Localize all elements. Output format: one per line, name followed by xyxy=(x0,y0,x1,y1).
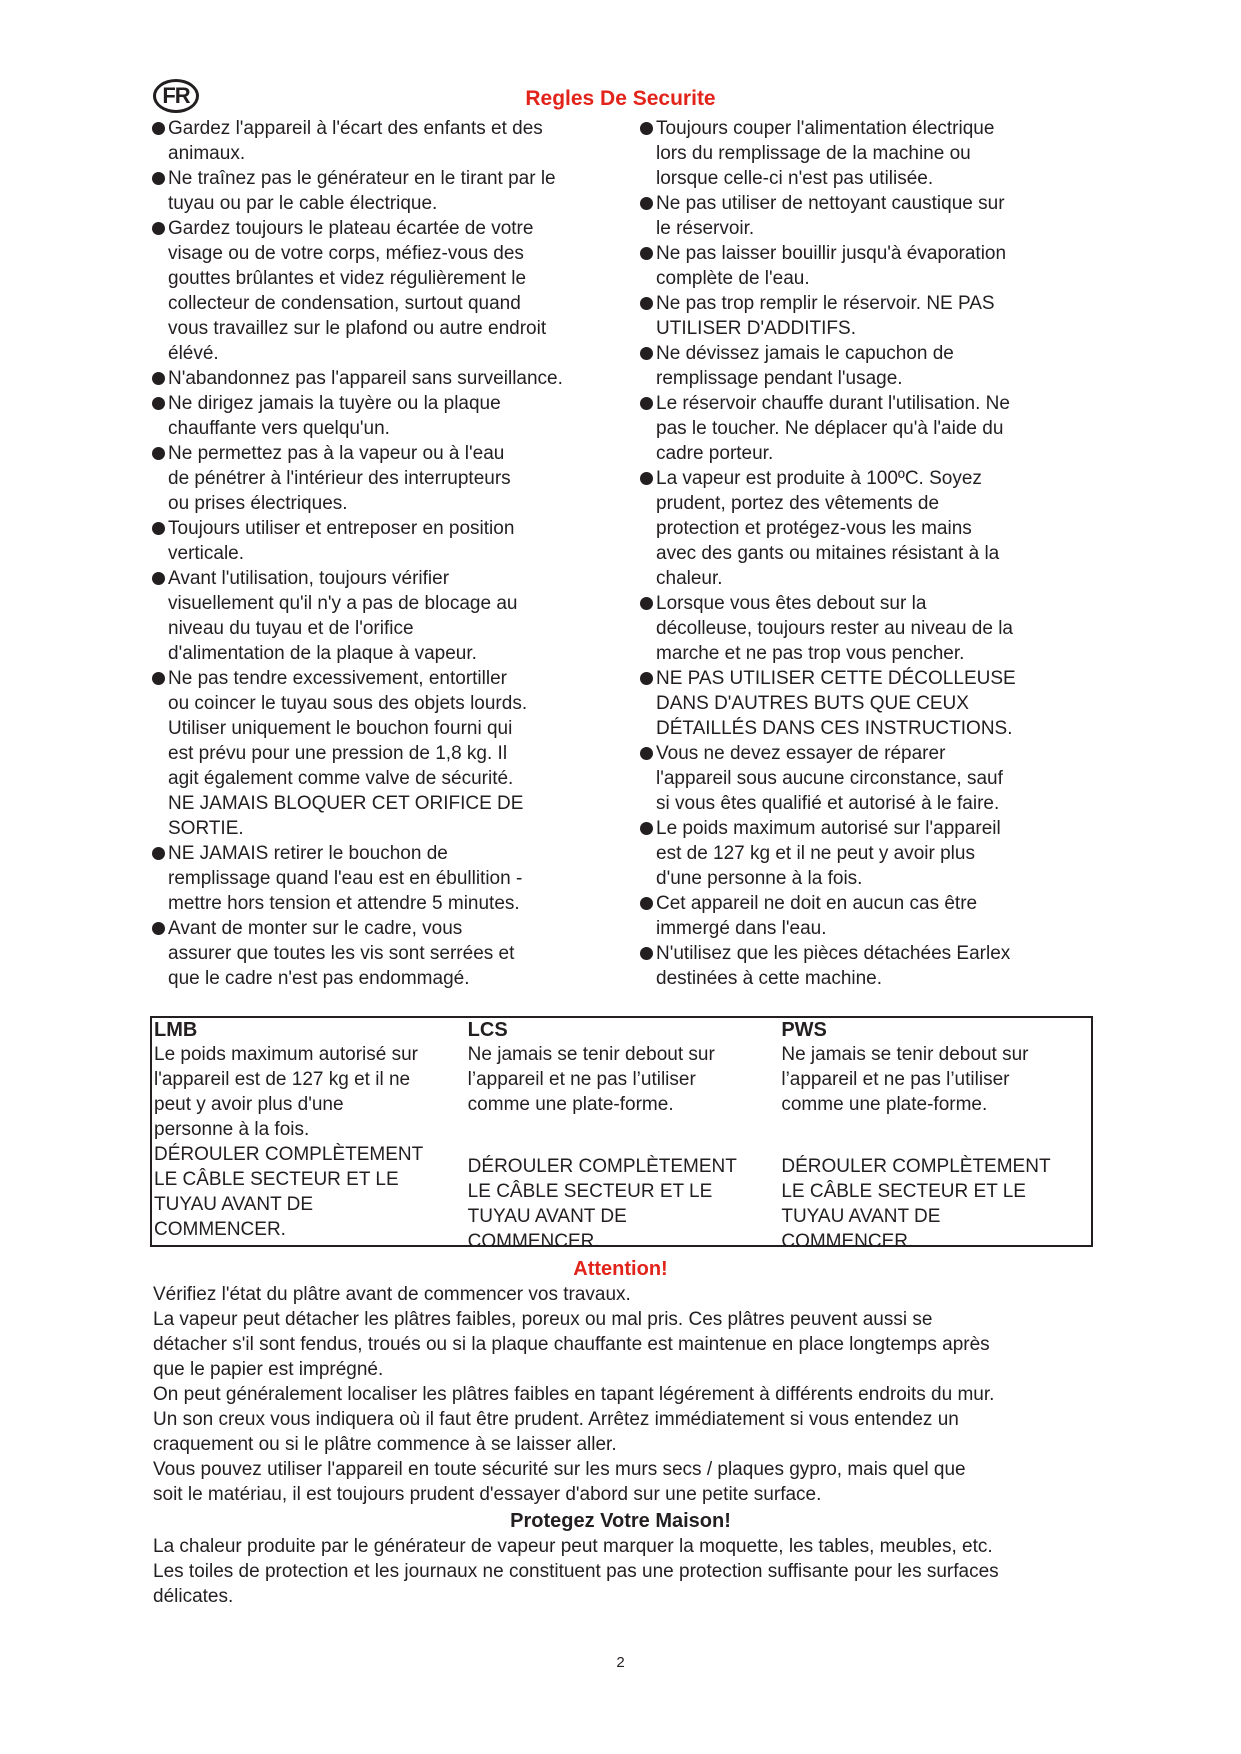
bullet-icon xyxy=(640,297,653,310)
bullet-icon xyxy=(152,672,165,685)
list-item: Avant l'utilisation, toujours vérifier visuellement qu'il n'y a pas de blocage au niveau du tuyau et de l'orifice d'alimentation de la plaque à vapeur. xyxy=(150,566,620,666)
list-item: Ne pas laisser bouillir jusqu'à évaporation complète de l'eau. xyxy=(638,241,1078,291)
list-item: Le réservoir chauffe durant l'utilisation. Ne pas le toucher. Ne déplacer qu'à l'aide du cadre porteur. xyxy=(638,391,1078,466)
list-item: Le poids maximum autorisé sur l'appareil est de 127 kg et il ne peut y avoir plus d'une personne à la fois. xyxy=(638,816,1078,891)
bullet-icon xyxy=(640,197,653,210)
list-item: Ne pas tendre excessivement, entortiller ou coincer le tuyau sous des objets lourds. Utiliser uniquement le bouchon fourni qui est prévu pour une pression de 1,8 kg. Il agit également comme valve de sécurité. NE JAMAIS BLOQUER CET ORIFICE DE SORTIE. xyxy=(150,666,620,841)
model-warning: DÉROULER COMPLÈTEMENT LE CÂBLE SECTEUR ET LE TUYAU AVANT DE COMMENCER. xyxy=(467,1156,737,1252)
list-item: Vous ne devez essayer de réparer l'appareil sous aucune circonstance, sauf si vous êtes qualifié et autorisé à le faire. xyxy=(638,741,1078,816)
attention-paragraph: Vous pouvez utiliser l'appareil en toute sécurité sur les murs secs / plaques gypro, mais quel que soit le matériau, il est toujours prudent d'essayer d'abord sur une petite surface. xyxy=(153,1459,966,1505)
list-item: Ne pas utiliser de nettoyant caustique sur le réservoir. xyxy=(638,191,1078,241)
bullet-icon xyxy=(640,397,653,410)
model-name: LCS xyxy=(467,1019,508,1041)
list-item: Ne dévissez jamais le capuchon de remplissage pendant l'usage. xyxy=(638,341,1078,391)
bullet-icon xyxy=(152,447,165,460)
list-item: Ne pas trop remplir le réservoir. NE PAS UTILISER D'ADDITIFS. xyxy=(638,291,1078,341)
model-name: LMB xyxy=(154,1019,198,1041)
bullet-icon xyxy=(152,122,165,135)
page-number: 2 xyxy=(616,1654,625,1671)
attention-heading: Attention! xyxy=(573,1258,668,1280)
bullet-icon xyxy=(152,847,165,860)
list-item: Gardez toujours le plateau écartée de votre visage ou de votre corps, méfiez-vous des gouttes brûlantes et videz régulièrement le collecteur de condensation, surtout quand vous travaillez sur le plafond ou autre endroit élévé. xyxy=(150,216,620,366)
model-warning: DÉROULER COMPLÈTEMENT LE CÂBLE SECTEUR ET LE TUYAU AVANT DE COMMENCER. xyxy=(781,1156,1051,1252)
safety-rules-list-left xyxy=(150,116,620,991)
bullet-icon xyxy=(152,222,165,235)
list-item: N'abandonnez pas l'appareil sans surveillance. xyxy=(150,366,620,391)
safety-rules-list-right xyxy=(638,116,1078,991)
bullet-icon xyxy=(152,572,165,585)
protect-text xyxy=(153,1534,1093,1609)
model-warning: DÉROULER COMPLÈTEMENT LE CÂBLE SECTEUR ET LE TUYAU AVANT DE COMMENCER. xyxy=(154,1144,424,1240)
model-description: Le poids maximum autorisé sur l'appareil est de 127 kg et il ne peut y avoir plus d'une personne à la fois. xyxy=(154,1044,418,1140)
list-item: NE JAMAIS retirer le bouchon de remplissage quand l'eau est en ébullition - mettre hors tension et attendre 5 minutes. xyxy=(150,841,620,916)
bullet-icon xyxy=(640,672,653,685)
bullet-icon xyxy=(640,897,653,910)
list-item: Toujours couper l'alimentation électrique lors du remplissage de la machine ou lorsque celle-ci n'est pas utilisée. xyxy=(638,116,1078,191)
list-item: La vapeur est produite à 100ºC. Soyez prudent, portez des vêtements de protection et protégez-vous les mains avec des gants ou mitaines résistant à la chaleur. xyxy=(638,466,1078,591)
list-item: Cet appareil ne doit en aucun cas être immergé dans l'eau. xyxy=(638,891,1078,941)
bullet-icon xyxy=(640,747,653,760)
bullet-icon xyxy=(640,247,653,260)
list-item: Toujours utiliser et entreposer en position verticale. xyxy=(150,516,620,566)
list-item: NE PAS UTILISER CETTE DÉCOLLEUSE DANS D'AUTRES BUTS QUE CEUX DÉTAILLÉS DANS CES INSTRUCTIONS. xyxy=(638,666,1078,741)
safety-rules-left-column xyxy=(150,116,620,991)
model-column-lmb xyxy=(152,1018,464,1245)
attention-paragraph: On peut généralement localiser les plâtres faibles en tapant légérement à différents endroits du mur. Un son creux vous indiquera où il faut être prudent. Arrêtez immédiatement si vous entendez un craquement ou si le plâtre commence à se laisser aller. xyxy=(153,1384,995,1455)
model-column-lcs xyxy=(464,1018,778,1252)
attention-paragraph: La vapeur peut détacher les plâtres faibles, poreux ou mal pris. Ces plâtres peuvent aussi se détacher s'il sont fendus, troués ou si la plaque chauffante est maintenue en place longtemps après que le papier est imprégné. xyxy=(153,1309,990,1380)
safety-rules-right-column xyxy=(638,116,1078,991)
bullet-icon xyxy=(640,597,653,610)
bullet-icon xyxy=(640,822,653,835)
bullet-icon xyxy=(152,922,165,935)
bullet-icon xyxy=(640,472,653,485)
bullet-icon xyxy=(640,122,653,135)
attention-text xyxy=(153,1282,1093,1507)
bullet-icon xyxy=(640,947,653,960)
model-description: Ne jamais se tenir debout sur l’appareil et ne pas l’utiliser comme une plate-forme. xyxy=(467,1044,715,1115)
bullet-icon xyxy=(152,397,165,410)
list-item: Ne dirigez jamais la tuyère ou la plaque chauffante vers quelqu'un. xyxy=(150,391,620,441)
protect-heading: Protegez Votre Maison! xyxy=(510,1510,731,1532)
list-item: N'utilisez que les pièces détachées Earlex destinées à cette machine. xyxy=(638,941,1078,991)
language-badge: FR xyxy=(153,79,199,113)
attention-paragraph: Vérifiez l'état du plâtre avant de commencer vos travaux. xyxy=(153,1284,631,1305)
list-item: Lorsque vous êtes debout sur la décolleuse, toujours rester au niveau de la marche et ne pas trop vous pencher. xyxy=(638,591,1078,666)
bullet-icon xyxy=(152,172,165,185)
list-item: Ne permettez pas à la vapeur ou à l'eau de pénétrer à l'intérieur des interrupteurs ou prises électriques. xyxy=(150,441,620,516)
model-name: PWS xyxy=(781,1019,827,1041)
bullet-icon xyxy=(640,347,653,360)
model-description: Ne jamais se tenir debout sur l’appareil et ne pas l’utiliser comme une plate-forme. xyxy=(781,1044,1029,1115)
list-item: Ne traînez pas le générateur en le tirant par le tuyau ou par le cable électrique. xyxy=(150,166,620,216)
page-title: Regles De Securite xyxy=(525,87,716,110)
list-item: Avant de monter sur le cadre, vous assurer que toutes les vis sont serrées et que le cadre n'est pas endommagé. xyxy=(150,916,620,991)
bullet-icon xyxy=(152,522,165,535)
bullet-icon xyxy=(152,372,165,385)
model-column-pws xyxy=(777,1018,1091,1252)
list-item: Gardez l'appareil à l'écart des enfants et des animaux. xyxy=(150,116,620,166)
protect-paragraph: La chaleur produite par le générateur de vapeur peut marquer la moquette, les tables, meubles, etc. Les toiles de protection et les journaux ne constituent pas une protection suffisante pour les surfaces délicates. xyxy=(153,1536,999,1607)
model-warnings-table xyxy=(150,1016,1093,1252)
